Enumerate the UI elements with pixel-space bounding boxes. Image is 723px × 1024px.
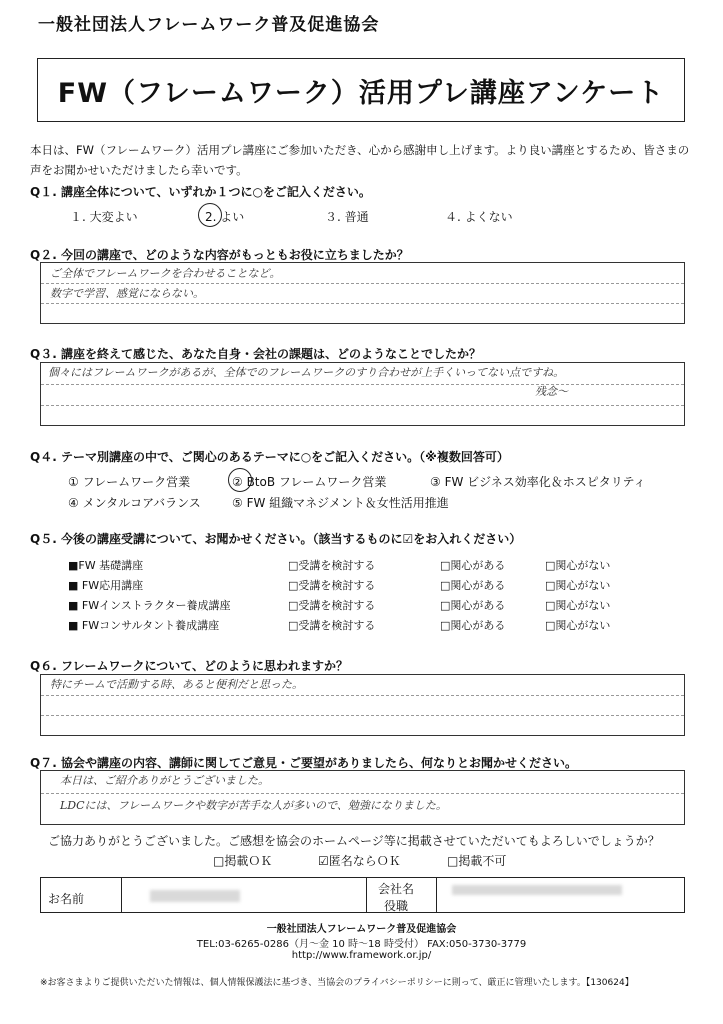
- q1-option-3[interactable]: ３. 普通: [325, 210, 369, 224]
- intro-text: 本日は、FW（フレームワーク）活用プレ講座にご参加いただき、心から感謝申し上げます。より良い講座とするため、皆さまの声をお聞かせいただけましたら幸いです。: [30, 143, 690, 177]
- q5-question: Q５. 今後の講座受講について、お聞かせください。（該当するものに☑をお入れください）: [30, 532, 522, 546]
- q5-course-3-interested[interactable]: □関心がある: [440, 599, 506, 612]
- q5-course-2-consider[interactable]: □受講を検討する: [288, 579, 376, 592]
- company-field-redacted[interactable]: [452, 885, 622, 895]
- q5-course-1-consider[interactable]: □受講を検討する: [288, 559, 376, 572]
- survey-title: FW（フレームワーク）活用プレ講座アンケート: [57, 77, 665, 109]
- respondent-info-table: [40, 877, 685, 913]
- q4-question: Q４. テーマ別講座の中で、ご関心のあるテーマに○をご記入ください。（※複数回答可）: [30, 450, 509, 464]
- q3-question: Q３. 講座を終えて感じた、あなた自身・会社の課題は、どのようなことでしたか？: [30, 347, 481, 361]
- publish-ng-checkbox[interactable]: □掲載不可: [447, 854, 507, 868]
- q4-option-4[interactable]: ④ メンタルコアバランス: [68, 496, 201, 510]
- q5-course-1-interested[interactable]: □関心がある: [440, 559, 506, 572]
- q5-course-2-interested[interactable]: □関心がある: [440, 579, 506, 592]
- q5-course-1: ■FW 基礎講座: [68, 559, 144, 572]
- q4-option-2[interactable]: ② BtoB フレームワーク営業: [232, 475, 387, 489]
- organization-name: 一般社団法人フレームワーク普及促進協会: [38, 15, 380, 35]
- q4-selection-circle: [228, 468, 252, 492]
- q4-option-3[interactable]: ③ FW ビジネス効率化＆ホスピタリティ: [430, 475, 646, 489]
- footer-url[interactable]: http://www.framework.or.jp/: [291, 950, 432, 961]
- name-field-redacted[interactable]: [150, 890, 240, 902]
- q1-option-4[interactable]: ４. よくない: [445, 210, 513, 224]
- q7-answer-line-1: 本日は、ご紹介ありがとうございました。: [60, 774, 269, 787]
- q3-answer-line-2: 残念〜: [535, 385, 568, 398]
- q1-question: Q１. 講座全体について、いずれか１つに○をご記入ください。: [30, 185, 371, 199]
- survey-title-box: [37, 58, 685, 122]
- q1-option-1[interactable]: １. 大変よい: [70, 210, 138, 224]
- q5-course-4-consider[interactable]: □受講を検討する: [288, 619, 376, 632]
- q6-question: Q６. フレームワークについて、どのように思われますか？: [30, 659, 348, 673]
- company-label: 会社名: [378, 882, 415, 896]
- q2-answer-line-1: ご全体でフレームワークを合わせることなど。: [50, 267, 281, 280]
- privacy-notice: ※お客さまよりご提供いただいた情報は、個人情報保護法に基づき、当協会のプライバシーポリシーに則って、厳正に管理いたします。【130624】: [40, 978, 634, 988]
- q7-answer-line-2: LDCには、フレームワークや数字が苦手な人が多いので、勉強になりました。: [60, 799, 447, 812]
- q5-course-2: ■ FW応用講座: [68, 579, 144, 592]
- q5-course-4: ■ FWコンサルタント養成講座: [68, 619, 220, 632]
- q5-course-3-consider[interactable]: □受講を検討する: [288, 599, 376, 612]
- q1-option-2[interactable]: 2. よい: [205, 210, 245, 224]
- publish-ok-checkbox[interactable]: □掲載ＯＫ: [213, 854, 273, 868]
- footer-org: 一般社団法人フレームワーク普及促進協会: [266, 924, 457, 935]
- q2-answer-line-2: 数字で学習、感覚にならない。: [50, 287, 204, 300]
- q5-course-1-not-interested[interactable]: □関心がない: [545, 559, 611, 572]
- q5-course-4-not-interested[interactable]: □関心がない: [545, 619, 611, 632]
- q5-course-3: ■ FWインストラクター養成講座: [68, 599, 231, 612]
- q5-course-3-not-interested[interactable]: □関心がない: [545, 599, 611, 612]
- q7-question: Q７. 協会や講座の内容、講師に関してご意見・ご要望がありましたら、何なりとお聞かせください。: [30, 756, 577, 770]
- publish-question: ご協力ありがとうございました。ご感想を協会のホームページ等に掲載させていただいてもよろしいでしょうか？: [48, 834, 660, 848]
- q2-question: Q２. 今回の講座で、どのような内容がもっともお役に立ちましたか？: [30, 248, 409, 262]
- footer-contact: TEL:03-6265-0286（月〜金 10 時〜18 時受付） FAX:050-3730-3779: [196, 939, 527, 950]
- q3-answer-line-1: 個々にはフレームワークがあるが、全体でのフレームワークのすり合わせが上手くいってない点ですね。: [48, 366, 565, 379]
- q4-option-1[interactable]: ① フレームワーク営業: [68, 475, 191, 489]
- q6-answer-line-1: 特にチームで活動する時、あると便利だと思った。: [50, 678, 303, 691]
- name-label: お名前: [48, 892, 85, 906]
- q1-selection-circle: [198, 203, 222, 227]
- q5-course-2-not-interested[interactable]: □関心がない: [545, 579, 611, 592]
- role-label: 役職: [384, 899, 409, 913]
- q4-option-5[interactable]: ⑤ FW 組織マネジメント＆女性活用推進: [232, 496, 449, 510]
- q5-course-4-interested[interactable]: □関心がある: [440, 619, 506, 632]
- publish-anonymous-checkbox[interactable]: ☑匿名ならＯＫ: [318, 854, 401, 868]
